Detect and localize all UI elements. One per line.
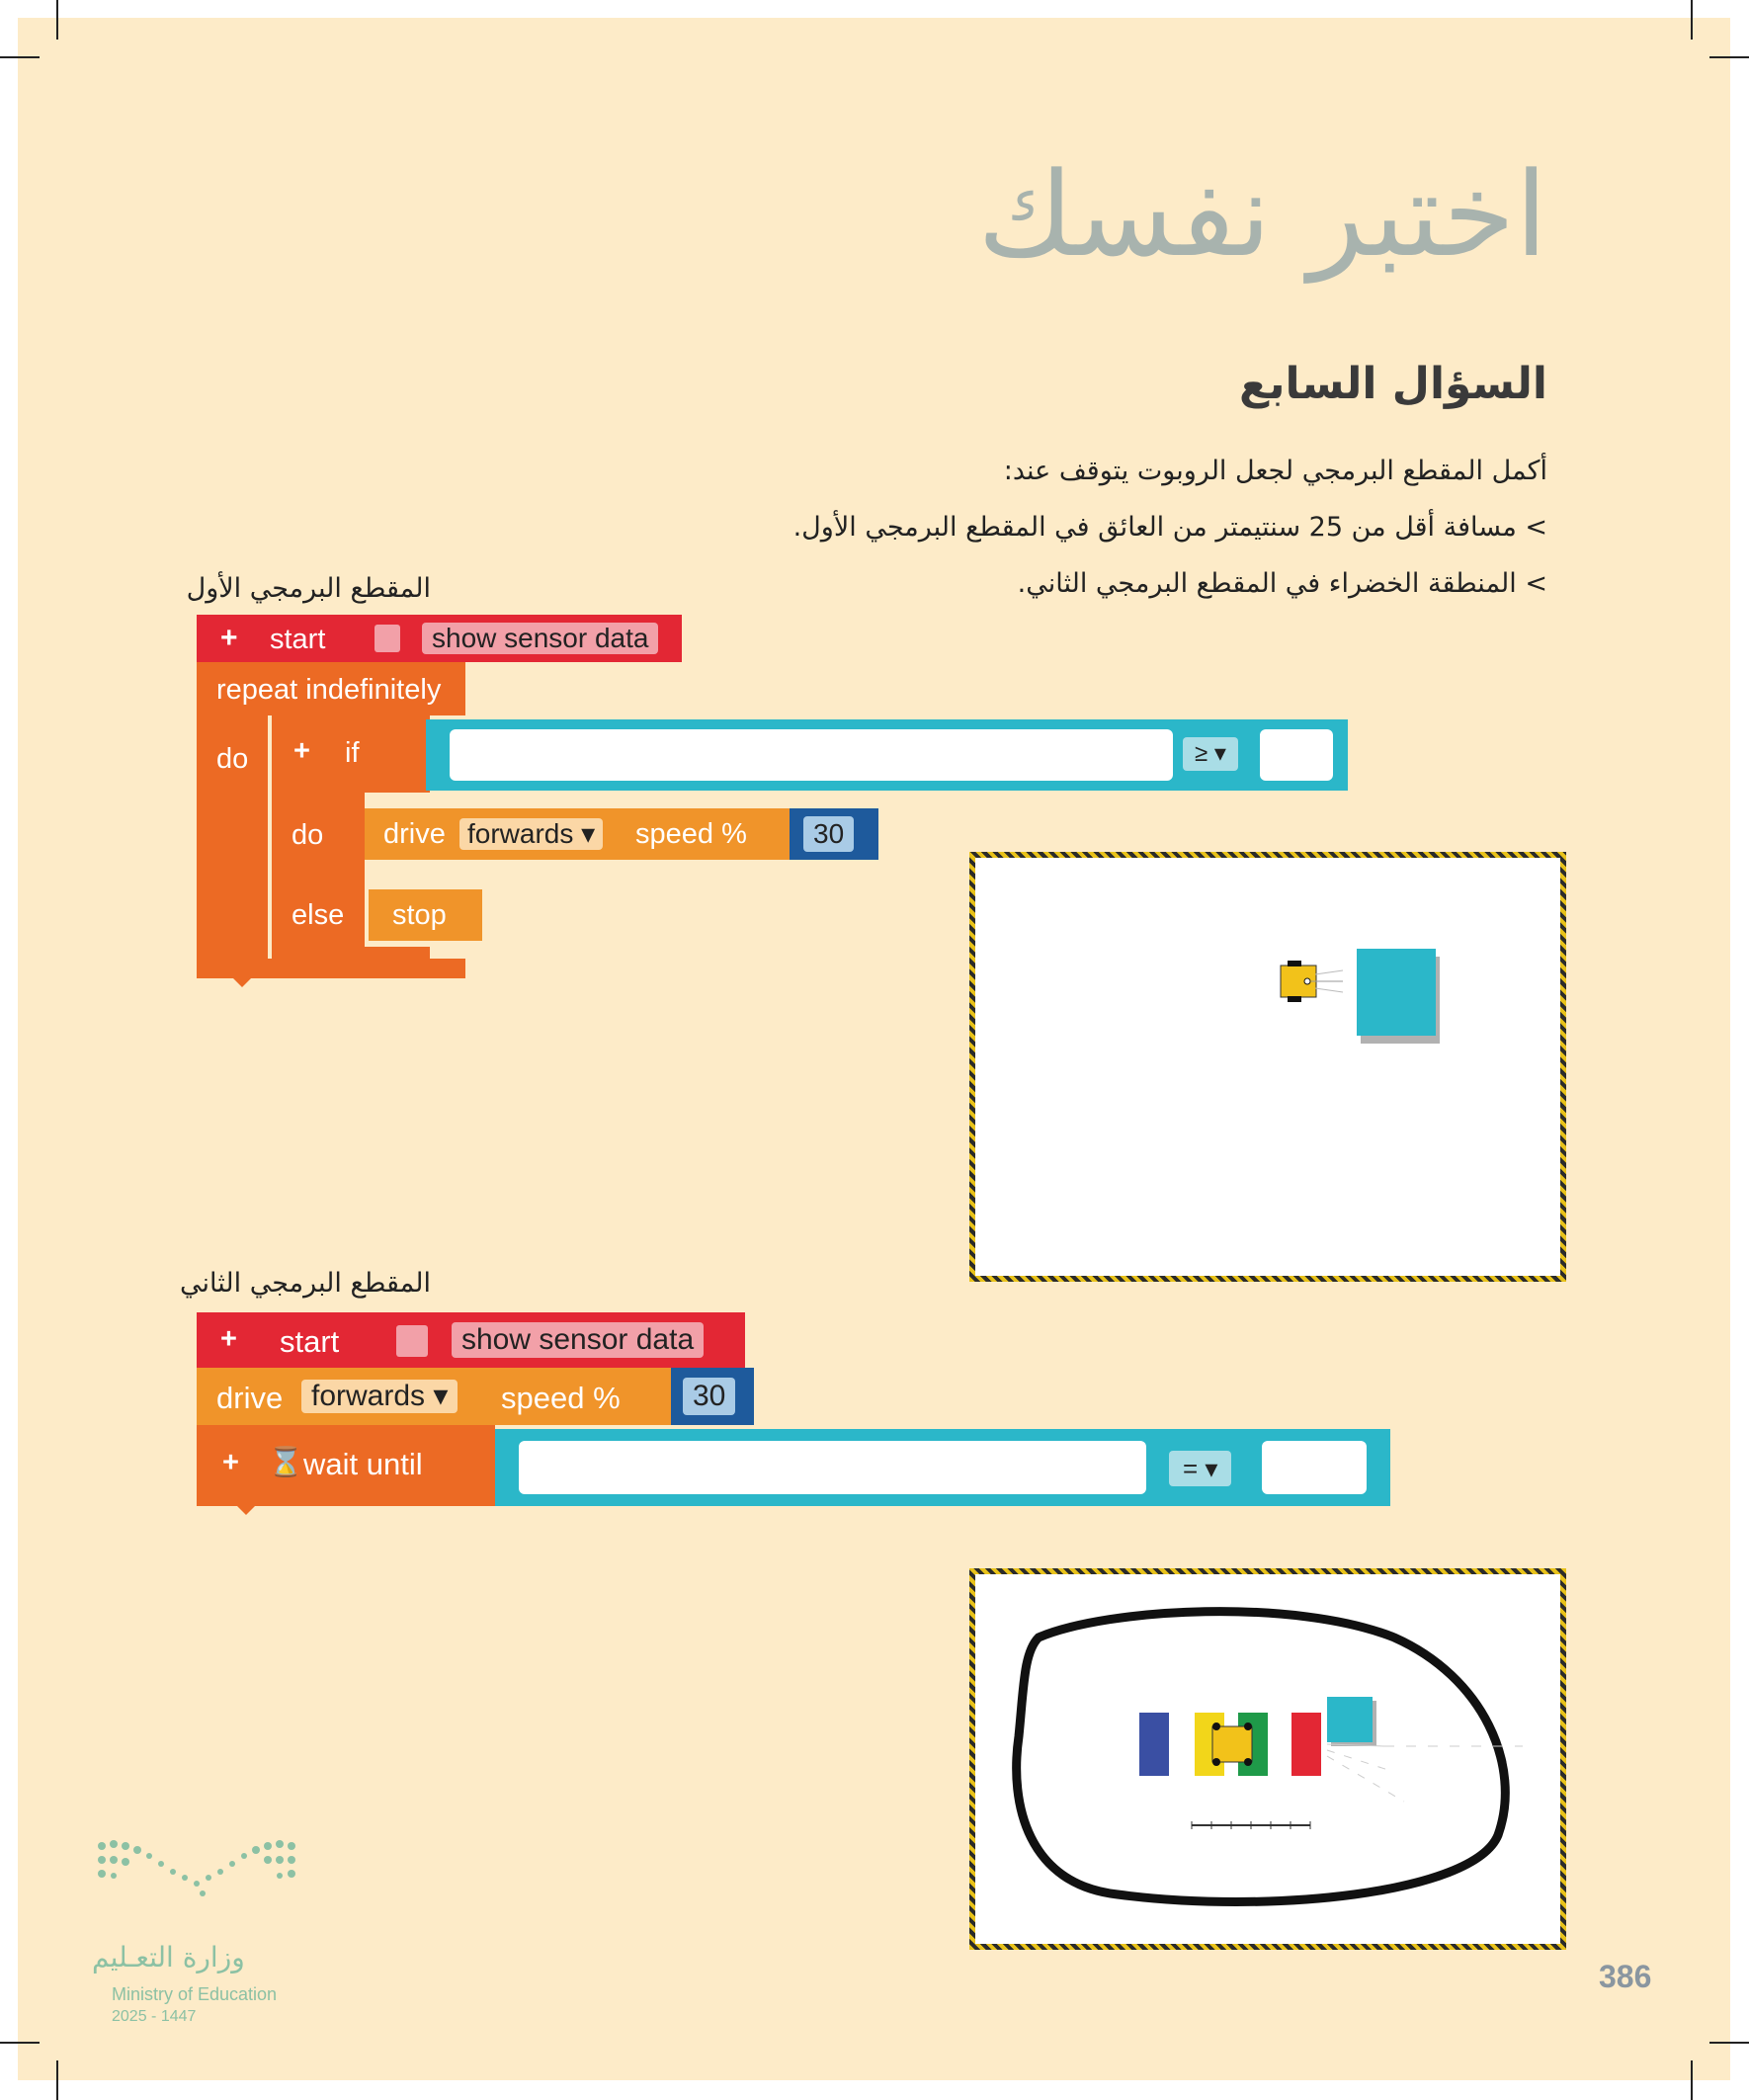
page-title: اختبر نفسك [977, 146, 1547, 283]
code1-speed-value[interactable]: 30 [803, 816, 854, 852]
code1-start-block[interactable] [197, 615, 682, 662]
code1-direction-dropdown[interactable]: forwards ▾ [459, 818, 603, 850]
code1-speed-block[interactable] [790, 808, 878, 860]
red-zone [1291, 1713, 1321, 1776]
code1-stop-label: stop [392, 899, 447, 931]
code1-repeat-bottom [197, 959, 465, 978]
code2-wait-block[interactable] [197, 1425, 495, 1506]
page [18, 18, 1730, 2080]
obstacle-box [1327, 1697, 1373, 1742]
question-bullet-2: > المنطقة الخضراء في المقطع البرمجي الثاني. [1017, 568, 1547, 599]
code2-caption: المقطع البرمجي الثاني [180, 1268, 431, 1299]
code1-stop-block[interactable] [369, 889, 482, 941]
arena-1 [969, 852, 1566, 1282]
crop-mark [0, 2042, 40, 2044]
code2-show-sensor-data[interactable]: show sensor data [452, 1322, 704, 1358]
obstacle-box [1357, 949, 1436, 1036]
crop-mark [56, 2060, 58, 2100]
code1-drive-label: drive [383, 818, 446, 850]
robot-icon [1281, 966, 1316, 997]
code1-speed-label: speed % [635, 818, 747, 850]
code2-condition-right-slot[interactable] [1262, 1441, 1367, 1494]
arena-2 [969, 1568, 1566, 1950]
code1-show-checkbox[interactable] [375, 625, 400, 652]
ministry-year: 2025 - 1447 [112, 2008, 197, 2025]
crop-mark [1709, 56, 1749, 58]
code2-condition-left-slot[interactable] [519, 1441, 1146, 1494]
robot-icon [1212, 1726, 1252, 1762]
code1-repeat-block[interactable] [197, 662, 465, 715]
hourglass-icon: ⌛ [268, 1447, 304, 1478]
code1-do-label: do [216, 743, 249, 775]
blue-zone [1139, 1713, 1169, 1776]
code2-speed-block[interactable] [671, 1368, 754, 1425]
code2-direction-dropdown[interactable]: forwards ▾ [301, 1380, 458, 1413]
code2-drive-label: drive [216, 1381, 284, 1415]
crop-mark [1709, 2042, 1749, 2044]
code1-do2-label: do [292, 819, 324, 851]
ministry-dots-icon [92, 1834, 319, 1903]
crop-mark [1691, 2060, 1693, 2100]
plus-icon[interactable]: + [222, 1447, 239, 1478]
plus-icon[interactable]: + [293, 735, 310, 767]
question-heading: السؤال السابع [1238, 359, 1547, 409]
code1-if-bottom [272, 947, 430, 961]
code2-drive-block[interactable] [197, 1368, 671, 1425]
code1-if-label: if [345, 737, 360, 769]
code2-start-block[interactable] [197, 1312, 745, 1368]
ministry-english-name: Ministry of Education [112, 1984, 278, 2004]
code2-start-label: start [280, 1324, 340, 1359]
code1-repeat-label: repeat indefinitely [216, 674, 442, 706]
code1-condition-block[interactable] [426, 719, 1348, 791]
code2-wait-label: wait until [303, 1447, 423, 1481]
page-number: 386 [1599, 1959, 1652, 1994]
question-bullet-1: > مسافة أقل من 25 سنتيمتر من العائق في المقطع البرمجي الأول. [792, 512, 1547, 543]
code2-show-checkbox[interactable] [396, 1325, 428, 1357]
code1-condition-right-slot[interactable] [1260, 729, 1333, 781]
code2-speed-label: speed % [501, 1381, 621, 1415]
code1-operator-dropdown[interactable]: ≥ ▾ [1183, 737, 1238, 771]
ministry-arabic-name: وزارة التعـليم [92, 1941, 245, 1974]
ministry-logo [92, 1834, 319, 2025]
code2-operator-dropdown[interactable]: = ▾ [1169, 1451, 1231, 1486]
arena-2-scene [969, 1568, 1566, 1950]
code1-condition-left-slot[interactable] [450, 729, 1173, 781]
arena-1-scene [969, 852, 1566, 1282]
code1-start-label: start [270, 624, 326, 655]
code1-else-label: else [292, 899, 345, 931]
crop-mark [56, 0, 58, 40]
code1-drive-block[interactable] [365, 808, 790, 860]
crop-mark [0, 56, 40, 58]
crop-mark [1691, 0, 1693, 40]
code1-repeat-side [197, 715, 268, 959]
code1-if-block[interactable] [272, 715, 430, 793]
code1-show-sensor-data[interactable]: show sensor data [422, 623, 658, 654]
code1-if-side [272, 793, 365, 961]
plus-icon[interactable]: + [220, 622, 238, 654]
code2-condition-block[interactable] [495, 1429, 1390, 1506]
question-intro: أكمل المقطع البرمجي لجعل الروبوت يتوقف عند: [1003, 456, 1547, 486]
code2-speed-value[interactable]: 30 [683, 1378, 735, 1415]
plus-icon[interactable]: + [220, 1323, 237, 1355]
code1-caption: المقطع البرمجي الأول [186, 573, 431, 604]
